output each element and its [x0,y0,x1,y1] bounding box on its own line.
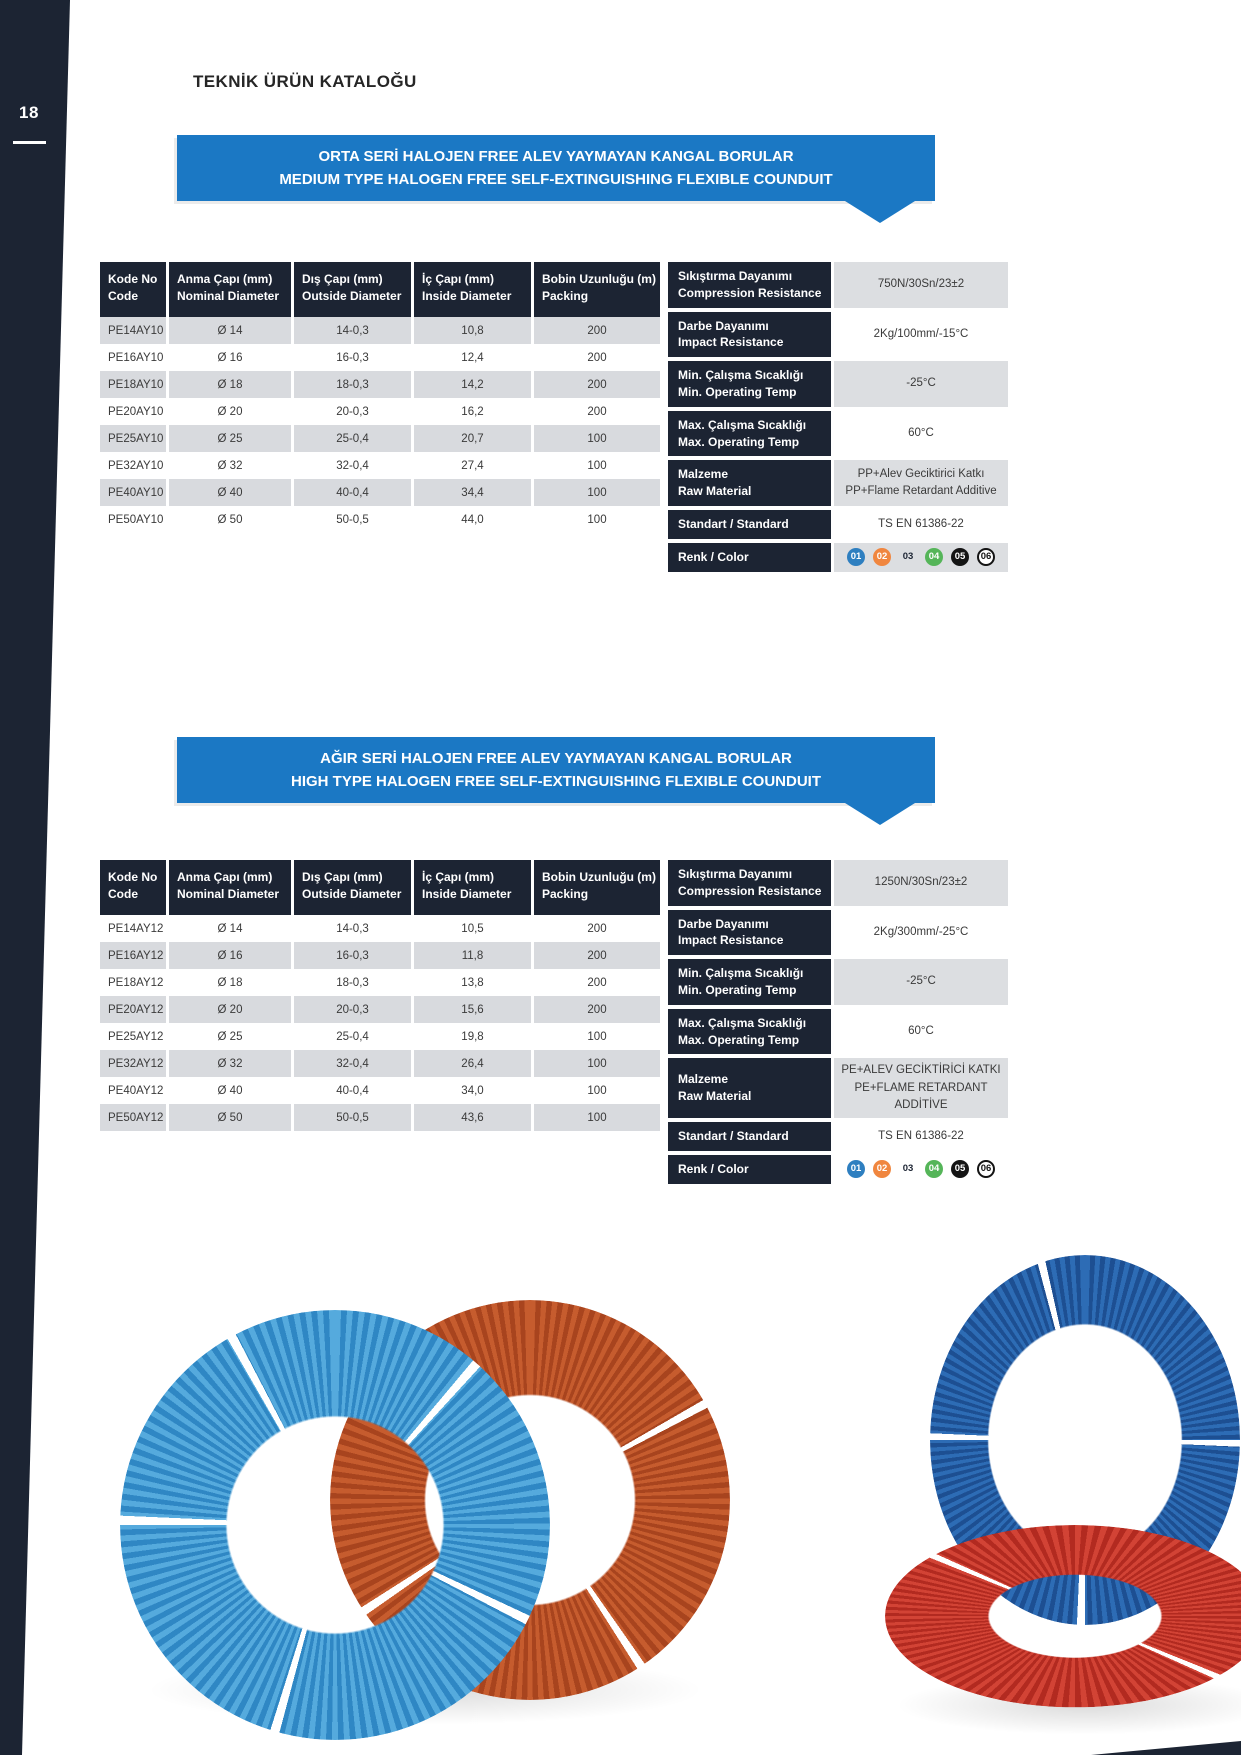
spec-label-tr: Darbe Dayanımı [678,318,769,333]
spec-value [834,460,1008,506]
table-row [100,371,660,398]
spec-label-tr: Min. Çalışma Sıcaklığı [678,368,804,383]
spec-label-tr: Max. Çalışma Sıcaklığı [678,1015,807,1030]
spec-row [668,312,1008,358]
spec-panel-medium [668,262,1008,572]
spec-label-en: Raw Material [678,1089,752,1104]
color-dot: 05 [951,548,969,566]
spec-label-tr: Max. Çalışma Sıcaklığı [678,417,807,432]
cell-packing: 100 [534,506,660,533]
cell-code: PE16AY10 [100,344,166,371]
cell-outside-diameter: 20-0,3 [294,996,411,1023]
spec-label-en: Compression Resistance [678,285,822,300]
cell-code: PE20AY12 [100,996,166,1023]
cell-nominal-diameter: Ø 32 [169,452,291,479]
color-dot: 02 [873,1160,891,1178]
cell-outside-diameter: 14-0,3 [294,317,411,344]
bottom-corner-accent [1091,1741,1241,1755]
cell-packing: 100 [534,1050,660,1077]
spec-row [668,460,1008,506]
color-dot: 04 [925,1160,943,1178]
section1-banner [177,135,935,201]
spec-row [668,1009,1008,1055]
spec-label-tr: Sıkıştırma Dayanımı [678,867,793,881]
left-sidebar-band [0,0,72,1755]
header-label-tr: İç Çapı (mm) [422,272,495,286]
table-row [100,969,660,996]
header-label-en: Nominal Diameter [177,289,280,304]
spec-value-line1: 750N/30Sn/23±2 [877,278,965,291]
color-dot: 05 [951,1160,969,1178]
product-table-high [100,860,660,1131]
spec-value [834,1155,1008,1184]
cell-inside-diameter: 20,7 [414,425,531,452]
color-spec-row [668,543,1008,572]
table-header-cell [100,262,166,317]
spec-label-tr: Renk / Color [678,1161,749,1176]
cell-outside-diameter: 16-0,3 [294,344,411,371]
color-dot: 04 [925,548,943,566]
spec-value [834,959,1008,1005]
spec-label [668,262,831,308]
table-row [100,452,660,479]
banner-title-en: HIGH TYPE HALOGEN FREE SELF-EXTINGUISHING FLEXIBLE COUNDUIT [290,773,822,790]
table-row [100,506,660,533]
cell-code: PE40AY12 [100,1077,166,1104]
cell-outside-diameter: 18-0,3 [294,969,411,996]
cell-nominal-diameter: Ø 16 [169,344,291,371]
product-photo-coils-blue-red [895,1245,1241,1730]
spec-row [668,910,1008,956]
spec-row [668,262,1008,308]
cell-packing: 100 [534,1104,660,1131]
header-label-en: Inside Diameter [422,289,512,304]
cell-outside-diameter: 50-0,5 [294,506,411,533]
cell-inside-diameter: 15,6 [414,996,531,1023]
cell-code: PE16AY12 [100,942,166,969]
spec-value [834,1009,1008,1055]
product-table-medium [100,262,660,533]
table-row [100,996,660,1023]
color-dot: 03 [902,1163,914,1175]
table-header-row [100,860,660,915]
cell-outside-diameter: 16-0,3 [294,942,411,969]
cell-inside-diameter: 12,4 [414,344,531,371]
spec-row [668,1058,1008,1118]
spec-label-tr: Malzeme [678,467,729,482]
cell-nominal-diameter: Ø 16 [169,942,291,969]
cell-outside-diameter: 40-0,4 [294,1077,411,1104]
header-label-en: Packing [542,289,589,304]
cell-outside-diameter: 25-0,4 [294,1023,411,1050]
color-dots [847,1160,995,1178]
cell-code: PE14AY12 [100,915,166,942]
header-label-en: Outside Diameter [302,887,402,902]
page-number-underline [13,141,46,144]
cell-inside-diameter: 14,2 [414,371,531,398]
color-dots [847,548,995,566]
cell-nominal-diameter: Ø 40 [169,1077,291,1104]
spec-value-line1: 2Kg/100mm/-15°C [873,327,969,340]
spec-label-tr: Malzeme [678,1072,729,1087]
spec-value [834,860,1008,906]
spec-label-en: Compression Resistance [678,883,822,898]
cell-packing: 100 [534,452,660,479]
table-header-cell [169,860,291,915]
spec-label-tr: Min. Çalışma Sıcaklığı [678,966,804,981]
header-label-tr: İç Çapı (mm) [422,870,495,884]
spec-row [668,510,1008,539]
spec-value-line1: 2Kg/300mm/-25°C [873,925,969,938]
cell-packing: 200 [534,969,660,996]
table-header-cell [294,262,411,317]
cell-outside-diameter: 25-0,4 [294,425,411,452]
cell-code: PE50AY10 [100,506,166,533]
table-body [100,915,660,1131]
spec-label-tr: Sıkıştırma Dayanımı [678,269,793,283]
spec-value-line1: -25°C [906,377,936,390]
spec-row [668,361,1008,407]
spec-label-en: Min. Operating Temp [678,384,797,399]
header-label-tr: Anma Çapı (mm) [177,870,273,884]
spec-label [668,910,831,956]
table-header-cell [414,262,531,317]
spec-value [834,510,1008,539]
spec-label [668,959,831,1005]
table-row [100,398,660,425]
header-label-tr: Bobin Uzunluğu (m) [542,870,656,884]
banner-arrow-down-icon [845,803,915,825]
cell-outside-diameter: 40-0,4 [294,479,411,506]
cell-packing: 200 [534,398,660,425]
spec-label [668,411,831,457]
cell-inside-diameter: 44,0 [414,506,531,533]
spec-value [834,1122,1008,1151]
table-row [100,479,660,506]
section2-banner [177,737,935,803]
spec-value-line2: PP+Flame Retardant Additive [845,485,997,498]
header-label-tr: Anma Çapı (mm) [177,272,273,286]
header-label-en: Code [108,289,138,304]
color-dot: 03 [902,551,914,563]
color-dot: 06 [977,1160,995,1178]
spec-label [668,312,831,358]
banner-arrow-down-icon [845,201,915,223]
cell-nominal-diameter: Ø 50 [169,1104,291,1131]
banner-title-en: MEDIUM TYPE HALOGEN FREE SELF-EXTINGUISHING FLEXIBLE COUNDUIT [279,171,833,188]
header-label-tr: Dış Çapı (mm) [302,870,383,884]
spec-value-line1: PP+Alev Geciktirici Katkı [857,467,985,480]
table-header-cell [169,262,291,317]
cell-inside-diameter: 43,6 [414,1104,531,1131]
table-row [100,344,660,371]
cell-nominal-diameter: Ø 32 [169,1050,291,1077]
cell-nominal-diameter: Ø 40 [169,479,291,506]
spec-label [668,1122,831,1151]
spec-rows [668,262,1008,539]
cell-code: PE32AY12 [100,1050,166,1077]
cell-packing: 200 [534,996,660,1023]
product-photo-coils-blue-orange [115,1285,760,1705]
cell-packing: 200 [534,371,660,398]
cell-inside-diameter: 10,8 [414,317,531,344]
spec-row [668,411,1008,457]
cell-nominal-diameter: Ø 18 [169,969,291,996]
color-dot: 06 [977,548,995,566]
cell-outside-diameter: 20-0,3 [294,398,411,425]
color-dot: 01 [847,548,865,566]
table-header-cell [534,860,660,915]
spec-label-tr: Darbe Dayanımı [678,916,769,931]
table-header-cell [100,860,166,915]
spec-label-en: Max. Operating Temp [678,1032,800,1047]
table-header-row [100,262,660,317]
page-title: TEKNİK ÜRÜN KATALOĞU [193,72,417,91]
spec-label [668,543,831,572]
cell-inside-diameter: 13,8 [414,969,531,996]
spec-label-en: Raw Material [678,484,752,499]
cell-code: PE50AY12 [100,1104,166,1131]
spec-value [834,262,1008,308]
spec-value-line2: PE+FLAME RETARDANT ADDİTİVE [854,1081,988,1111]
cell-inside-diameter: 10,5 [414,915,531,942]
header-label-en: Packing [542,887,589,902]
cell-code: PE18AY10 [100,371,166,398]
header-label-en: Outside Diameter [302,289,402,304]
page-number: 18 [19,103,39,122]
spec-label-en: Min. Operating Temp [678,982,797,997]
spec-value-line1: 1250N/30Sn/23±2 [874,876,968,889]
cell-code: PE25AY12 [100,1023,166,1050]
spec-label [668,510,831,539]
header-label-tr: Bobin Uzunluğu (m) [542,272,656,286]
cell-outside-diameter: 32-0,4 [294,452,411,479]
cell-outside-diameter: 32-0,4 [294,1050,411,1077]
cell-inside-diameter: 11,8 [414,942,531,969]
cell-outside-diameter: 14-0,3 [294,915,411,942]
header-label-en: Code [108,887,138,902]
cell-inside-diameter: 16,2 [414,398,531,425]
cell-inside-diameter: 27,4 [414,452,531,479]
spec-row [668,1122,1008,1151]
spec-label [668,1155,831,1184]
red-coil-image [885,1525,1241,1707]
spec-row [668,860,1008,906]
cell-packing: 100 [534,425,660,452]
header-label-tr: Kode No [108,272,158,286]
spec-value-line1: 60°C [908,426,934,439]
spec-value-line1: -25°C [906,975,936,988]
spec-value [834,361,1008,407]
cell-packing: 200 [534,344,660,371]
table-header-cell [294,860,411,915]
color-dot: 01 [847,1160,865,1178]
spec-label [668,361,831,407]
spec-label-tr: Standart / Standard [678,1129,789,1144]
cell-code: PE18AY12 [100,969,166,996]
spec-label-en: Impact Resistance [678,335,784,350]
banner-title-tr: ORTA SERİ HALOJEN FREE ALEV YAYMAYAN KANGAL BORULAR [318,147,794,165]
spec-label-en: Max. Operating Temp [678,434,800,449]
table-row [100,425,660,452]
cell-code: PE20AY10 [100,398,166,425]
spec-label-tr: Standart / Standard [678,516,789,531]
cell-nominal-diameter: Ø 25 [169,425,291,452]
cell-code: PE25AY10 [100,425,166,452]
cell-code: PE32AY10 [100,452,166,479]
cell-outside-diameter: 50-0,5 [294,1104,411,1131]
spec-label-tr: Renk / Color [678,549,749,564]
table-row [100,942,660,969]
banner-title-tr: AĞIR SERİ HALOJEN FREE ALEV YAYMAYAN KANGAL BORULAR [320,749,792,767]
cell-nominal-diameter: Ø 25 [169,1023,291,1050]
spec-row [668,959,1008,1005]
cell-packing: 200 [534,915,660,942]
color-dot: 02 [873,548,891,566]
table-row [100,1104,660,1131]
table-header-cell [414,860,531,915]
blue-coil-image [120,1310,550,1740]
spec-value-line1: TS EN 61386-22 [878,1129,964,1142]
cell-packing: 200 [534,317,660,344]
spec-value [834,543,1008,572]
header-label-en: Inside Diameter [422,887,512,902]
cell-nominal-diameter: Ø 14 [169,317,291,344]
cell-packing: 100 [534,1023,660,1050]
cell-inside-diameter: 26,4 [414,1050,531,1077]
header-label-tr: Kode No [108,870,158,884]
spec-value [834,910,1008,956]
header-label-en: Nominal Diameter [177,887,280,902]
spec-label [668,1058,831,1118]
cell-inside-diameter: 19,8 [414,1023,531,1050]
table-header-cell [534,262,660,317]
cell-inside-diameter: 34,4 [414,479,531,506]
cell-nominal-diameter: Ø 50 [169,506,291,533]
spec-label [668,860,831,906]
spec-value-line1: 60°C [908,1024,934,1037]
cell-nominal-diameter: Ø 18 [169,371,291,398]
spec-panel-high [668,860,1008,1184]
table-body [100,317,660,533]
header-label-tr: Dış Çapı (mm) [302,272,383,286]
cell-packing: 200 [534,942,660,969]
spec-value [834,312,1008,358]
table-row [100,317,660,344]
color-spec-row [668,1155,1008,1184]
spec-rows [668,860,1008,1151]
spec-value [834,411,1008,457]
cell-code: PE14AY10 [100,317,166,344]
spec-label [668,1009,831,1055]
table-row [100,1077,660,1104]
table-row [100,915,660,942]
cell-nominal-diameter: Ø 14 [169,915,291,942]
cell-inside-diameter: 34,0 [414,1077,531,1104]
spec-value [834,1058,1008,1118]
spec-label-en: Impact Resistance [678,933,784,948]
spec-label [668,460,831,506]
cell-nominal-diameter: Ø 20 [169,398,291,425]
spec-value-line1: PE+ALEV GECİKTİRİCİ KATKI [841,1064,1001,1077]
table-row [100,1023,660,1050]
cell-code: PE40AY10 [100,479,166,506]
cell-packing: 100 [534,479,660,506]
cell-outside-diameter: 18-0,3 [294,371,411,398]
table-row [100,1050,660,1077]
spec-value-line1: TS EN 61386-22 [878,517,964,530]
cell-nominal-diameter: Ø 20 [169,996,291,1023]
cell-packing: 100 [534,1077,660,1104]
